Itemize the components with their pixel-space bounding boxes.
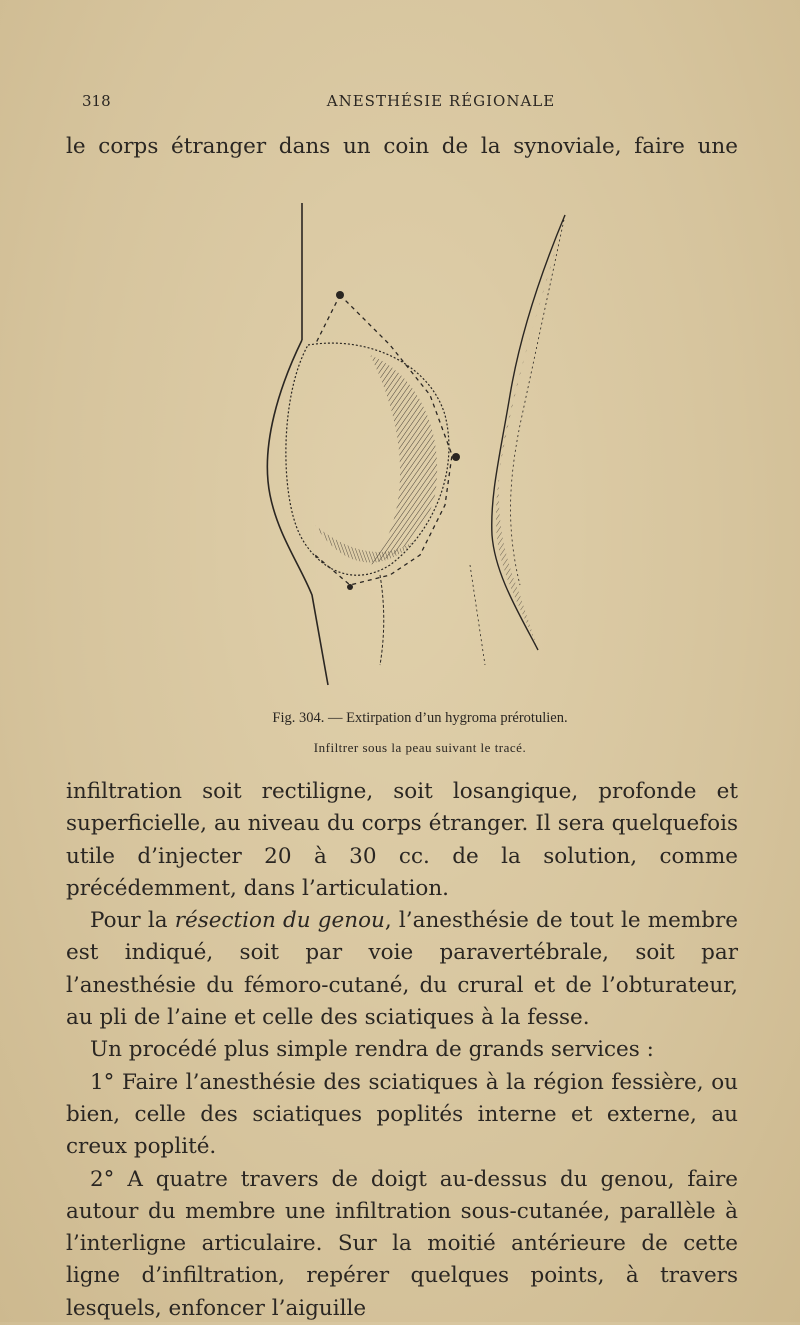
paragraph-2-end: , l’anesthésie de tout le membre est indiqué, soit par voie paravertébrale, soit par l’anesthésie du fémoro-cutané, du crural et de l’obturateur, au pli de l’aine et celle des sciatiques à la fesse. — [66, 908, 739, 1031]
paragraph-3: Un procédé plus simple rendra de grands services : — [90, 1037, 654, 1063]
top-line: le corps étranger dans un coin de la synoviale, faire une — [66, 134, 738, 159]
paragraph-2-start: Pour la — [90, 908, 175, 934]
paragraph-4: 1° Faire l’anesthésie des sciatiques à la région fessière, ou bien, celle des sciatiques poplités interne et externe, au creux poplité. — [66, 1069, 738, 1160]
figure-subcaption: Infiltrer sous la peau suivant le tracé. — [313, 740, 527, 755]
paragraph-5: 2° A quatre travers de doigt au-dessus du genou, faire autour du membre une infiltration sous-cutanée, parallèle à l’interligne articulaire. Sur la moitié antérieure de cette ligne d’infiltration, repérer quelques points, à travers lesquels, enfoncer l’aiguille — [66, 1166, 738, 1321]
figure-304 — [220, 195, 600, 695]
figure-caption: Fig. 304. — Extirpation d’un hygroma prérotulien. — [272, 710, 568, 726]
page-header — [82, 92, 760, 116]
running-title: ANESTHÉSIE RÉGIONALE — [326, 92, 556, 110]
body-text-main — [66, 776, 738, 1325]
paragraph-2-italic: résection du genou — [174, 908, 385, 934]
paragraph-1: infiltration soit rectiligne, soit losangique, profonde et superficielle, au niveau du corps étranger. Il sera quelquefois utile d’injecter 20 à 30 cc. de la solution, comme précédemment, dans l’articulation. — [66, 779, 738, 901]
knee-illustration — [220, 195, 600, 695]
page-number: 318 — [82, 92, 111, 110]
paragraph-2 — [66, 905, 738, 1034]
body-text-top — [66, 131, 738, 163]
